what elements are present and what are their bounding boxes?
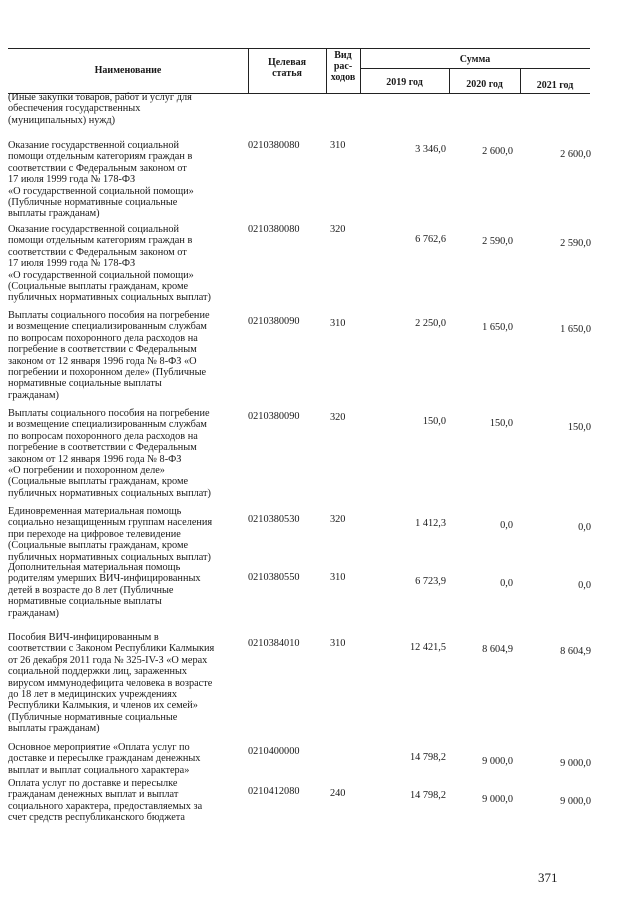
row-2021: 0,0 xyxy=(578,580,591,591)
header-name: Наименование xyxy=(94,65,162,76)
row-2019: 6 762,6 xyxy=(415,234,446,245)
row-2019: 1 412,3 xyxy=(415,518,446,529)
row-2021: 1 650,0 xyxy=(560,324,591,335)
row-name: Основное мероприятие «Оплата услуг по доставке и пересылке гражданам денежных выплат и выплат социального характера» xyxy=(8,742,201,776)
row-name: Единовременная материальная помощь социально незащищенным группам населения при переходе на цифровое телевидение (Социальные выплаты гражданам, кроме публичных нормативных социальных выплат) xyxy=(8,506,213,563)
row-2020: 9 000,0 xyxy=(482,756,513,767)
row-name: Оплата услуг по доставке и пересылке гражданам денежных выплат и выплат социального характера, предоставляемых за счет средств республиканского бюджета xyxy=(8,778,203,824)
row-kind: 310 xyxy=(330,572,346,583)
row-2020: 0,0 xyxy=(500,520,513,531)
header-kind: Вид рас- ходов xyxy=(330,50,356,83)
row-kind: 320 xyxy=(330,412,346,423)
row-name: Оказание государственной социальной помощи отдельным категориям граждан в соответствии с Федеральным законом от 17 июля 1999 года № 178-ФЗ «О государственной социальной помощи» (Публичные нормативные социальные выплаты гражданам) xyxy=(8,140,194,220)
row-2021: 150,0 xyxy=(567,422,591,433)
row-2020: 1 650,0 xyxy=(482,322,513,333)
row-name: Дополнительная материальная помощь родителям умерших ВИЧ-инфицированных детей в возрасте до 8 лет (Публичные нормативные социальные выплаты гражданам) xyxy=(8,562,201,619)
row-2020: 0,0 xyxy=(500,578,513,589)
header-2021: 2021 год xyxy=(536,80,574,91)
row-2020: 150,0 xyxy=(489,418,513,429)
row-2021: 8 604,9 xyxy=(560,646,591,657)
header-code: Целевая статья xyxy=(267,57,307,79)
row-kind: 310 xyxy=(330,638,346,649)
header-2019: 2019 год xyxy=(386,77,423,88)
page-number: 371 xyxy=(538,870,558,885)
row-code: 0210380080 xyxy=(248,140,300,151)
row-2020: 2 600,0 xyxy=(482,146,513,157)
row-code: 0210400000 xyxy=(248,746,300,757)
row-name: Пособия ВИЧ-инфицированным в соответствии с Законом Республики Калмыкия от 26 декабря 2011 года № 325-IV-З «О мерах социальной поддержки лиц, зараженных вирусом иммунодефицита человека в возрасте до 18 лет в медицинских учреждениях Республики Калмыкия, и членов их семей» (Публичные нормативные социальные выплаты гражданам) xyxy=(8,632,215,735)
row-kind: 310 xyxy=(330,140,346,151)
row-kind: 240 xyxy=(330,788,346,799)
row-name: Выплаты социального пособия на погребение и возмещение специализированным службам по вопросам похоронного дела расходов на погребение в соответствии с Федеральным законом от 12 января 1996 года № 8-ФЗ «О погребении и похоронном деле» (Публичные нормативные социальные выплаты гражданам) xyxy=(8,310,210,401)
row-2019: 3 346,0 xyxy=(415,144,446,155)
row-code: 0210384010 xyxy=(248,638,300,649)
row-code: 0210380550 xyxy=(248,572,300,583)
row-2019: 6 723,9 xyxy=(415,576,446,587)
row-code: 0210412080 xyxy=(248,786,300,797)
row-name: Оказание государственной социальной помощи отдельным категориям граждан в соответствии с Федеральным законом от 17 июля 1999 года № 178-ФЗ «О государственной социальной помощи» (Социальные выплаты гражданам, кроме публичных нормативных социальных выплат) xyxy=(8,224,211,304)
row-code: 0210380090 xyxy=(248,411,300,422)
row-2019: 2 250,0 xyxy=(415,318,446,329)
row-2021: 2 590,0 xyxy=(560,238,591,249)
row-2020: 9 000,0 xyxy=(482,794,513,805)
row-2021: 9 000,0 xyxy=(560,796,591,807)
row-2020: 2 590,0 xyxy=(482,236,513,247)
row-code: 0210380090 xyxy=(248,316,300,327)
header-2020: 2020 год xyxy=(466,79,503,90)
row-2021: 0,0 xyxy=(578,522,591,533)
row-kind: 320 xyxy=(330,514,346,525)
row-2019: 12 421,5 xyxy=(409,642,446,653)
row-2021: 2 600,0 xyxy=(560,149,591,160)
row-2019: 150,0 xyxy=(422,416,446,427)
row-code: 0210380530 xyxy=(248,514,300,525)
row-2019: 14 798,2 xyxy=(409,752,446,763)
row-kind: 310 xyxy=(330,318,346,329)
row-2019: 14 798,2 xyxy=(409,790,446,801)
row-2021: 9 000,0 xyxy=(560,758,591,769)
row-name: Выплаты социального пособия на погребение и возмещение специализированным службам по вопросам похоронного дела расходов на погребение в соответствии с Федеральным законом от 12 января 1996 года № 8-ФЗ «О погребении и похоронном деле» (Социальные выплаты гражданам, кроме публичных нормативных социальных выплат) xyxy=(8,408,211,499)
row-kind: 320 xyxy=(330,224,346,235)
table-header xyxy=(8,48,590,94)
row-name: (Иные закупки товаров, работ и услуг для обеспечения государственных (муниципальных) нужд) xyxy=(8,92,192,126)
row-2020: 8 604,9 xyxy=(482,644,513,655)
row-code: 0210380080 xyxy=(248,224,300,235)
header-sum: Сумма xyxy=(459,54,491,65)
